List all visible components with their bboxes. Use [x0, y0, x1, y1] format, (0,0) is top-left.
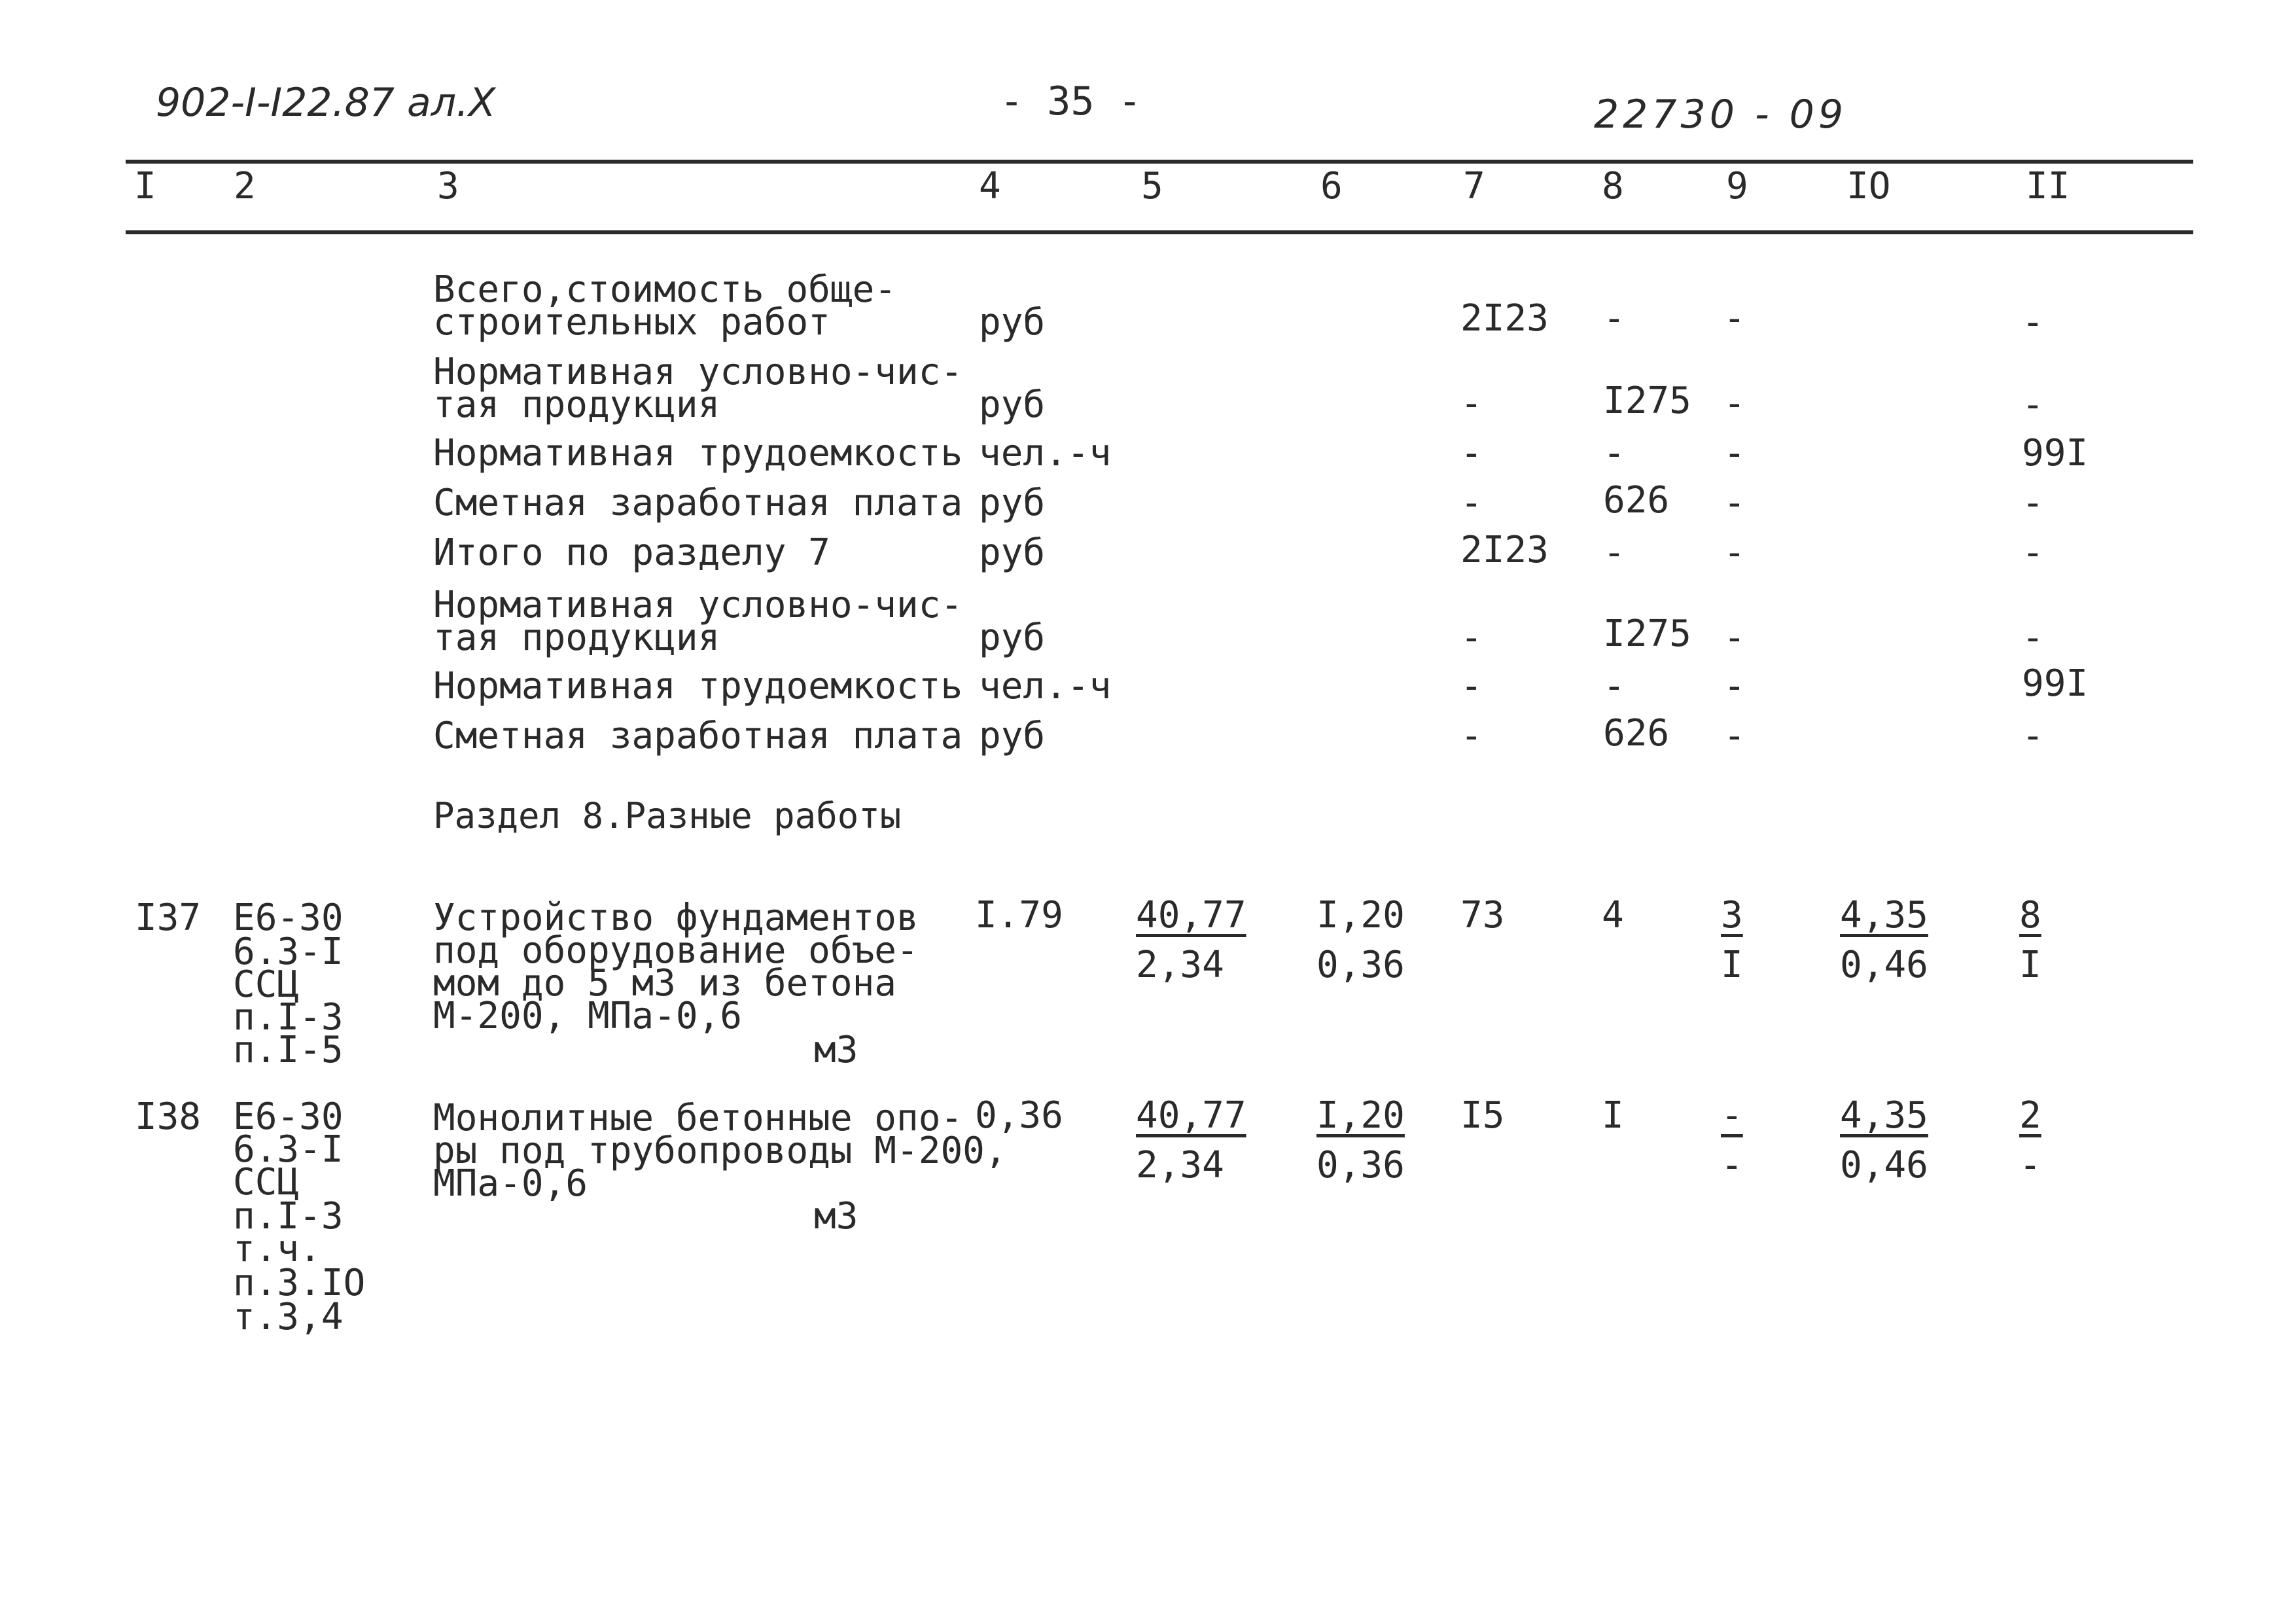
column-header: IO	[1846, 165, 1891, 207]
summary-name: Нормативная условно-чис-	[433, 351, 963, 393]
table-header-rule	[126, 230, 2193, 234]
summary-name: Сметная заработная плата	[433, 715, 963, 757]
item-col11-top: 8	[2019, 894, 2041, 936]
item-unit: м3	[814, 1195, 858, 1238]
summary-name: Сметная заработная плата	[433, 482, 963, 524]
item-code: п.I-3	[233, 996, 344, 1039]
summary-col11: -	[2022, 301, 2044, 344]
summary-name: Нормативная трудоемкость	[433, 432, 963, 474]
item-col6-top: I,20	[1316, 1094, 1405, 1137]
summary-name: Нормативная условно-чис-	[433, 584, 963, 626]
summary-col11: -	[2022, 715, 2044, 757]
column-header: 8	[1602, 165, 1624, 207]
item-code: т.ч.	[233, 1228, 321, 1270]
summary-col7: -	[1460, 482, 1483, 524]
item-col10-top: 4,35	[1840, 894, 1928, 936]
item-col5-top: 40,77	[1136, 1094, 1246, 1137]
column-header: I	[134, 165, 156, 207]
item-col8: 4	[1602, 894, 1624, 936]
summary-name: Нормативная трудоемкость	[433, 665, 963, 707]
summary-col7: -	[1460, 382, 1483, 425]
summary-col8: I275	[1603, 613, 1691, 655]
column-header: 7	[1463, 165, 1485, 207]
item-col7: 73	[1460, 894, 1505, 936]
item-col11-bottom: -	[2019, 1144, 2041, 1186]
column-header: 6	[1320, 165, 1343, 207]
item-description: МПа-0,6	[433, 1162, 588, 1205]
item-unit: м3	[814, 1029, 858, 1071]
summary-col9: -	[1723, 616, 1746, 659]
page-number: - 35 -	[1000, 79, 1142, 124]
summary-col11: 99I	[2022, 662, 2089, 705]
item-col10-bottom: 0,46	[1840, 944, 1928, 986]
item-col9-top: -	[1721, 1094, 1743, 1137]
item-number: I37	[135, 897, 202, 939]
summary-col11: -	[2022, 616, 2044, 659]
summary-col9: -	[1723, 297, 1746, 340]
item-col6-bottom: 0,36	[1316, 1144, 1405, 1186]
summary-col7: 2I23	[1460, 529, 1549, 571]
item-description: Монолитные бетонные опо-	[433, 1097, 963, 1139]
summary-name: строительных работ	[433, 301, 830, 344]
column-header: 9	[1726, 165, 1748, 207]
column-header: II	[2026, 165, 2070, 207]
item-quantity: I.79	[975, 894, 1063, 936]
column-header: 4	[979, 165, 1001, 207]
summary-unit: чел.-ч	[979, 432, 1112, 474]
item-col5-top: 40,77	[1136, 894, 1246, 936]
item-code: ССЦ	[233, 963, 300, 1006]
item-code: 6.3-I	[233, 931, 344, 973]
summary-col11: -	[2022, 383, 2044, 426]
item-col9-top: 3	[1721, 894, 1743, 936]
item-code: E6-30	[233, 1096, 344, 1138]
item-code: п.I-5	[233, 1029, 344, 1071]
summary-unit: руб	[979, 482, 1046, 524]
summary-col7: -	[1460, 616, 1483, 659]
summary-name: Итого по разделу 7	[433, 531, 830, 574]
summary-col9: -	[1723, 665, 1746, 707]
summary-col11: -	[2022, 531, 2044, 574]
item-col11-bottom: I	[2019, 944, 2041, 986]
item-col7: I5	[1460, 1094, 1505, 1137]
summary-col9: -	[1723, 382, 1746, 425]
summary-unit: руб	[979, 531, 1046, 574]
item-col9-bottom: -	[1721, 1144, 1743, 1186]
summary-col7: -	[1460, 432, 1483, 474]
summary-col8: 626	[1603, 712, 1670, 755]
column-header: 2	[234, 165, 256, 207]
item-col10-bottom: 0,46	[1840, 1144, 1928, 1186]
item-col5-bottom: 2,34	[1136, 1144, 1224, 1186]
summary-col8: -	[1603, 432, 1625, 474]
document-code: 902-I-I22.87 ал.X	[156, 80, 496, 126]
summary-unit: руб	[979, 715, 1046, 757]
item-col8: I	[1602, 1094, 1624, 1137]
column-header: 5	[1141, 165, 1163, 207]
item-code: E6-30	[233, 897, 344, 939]
item-col11-top: 2	[2019, 1094, 2041, 1137]
summary-col7: -	[1460, 665, 1483, 707]
summary-col8: -	[1603, 665, 1625, 707]
item-quantity: 0,36	[975, 1094, 1063, 1137]
item-col10-top: 4,35	[1840, 1094, 1928, 1137]
summary-col8: I275	[1603, 380, 1691, 422]
summary-col7: 2I23	[1460, 297, 1549, 340]
item-number: I38	[135, 1096, 202, 1138]
item-code: п.I-3	[233, 1195, 344, 1238]
item-code: ССЦ	[233, 1161, 300, 1204]
item-code: п.3.IO	[233, 1262, 366, 1304]
item-description: М-200, МПа-0,6	[433, 995, 743, 1037]
summary-col11: 99I	[2022, 432, 2089, 474]
summary-unit: чел.-ч	[979, 665, 1112, 707]
document-number: 22730 - 09	[1594, 92, 1848, 137]
summary-name: Всего,стоимость обще-	[433, 268, 897, 311]
summary-col9: -	[1723, 482, 1746, 524]
item-description: мом до 5 м3 из бетона	[433, 962, 897, 1005]
item-col6-top: I,20	[1316, 894, 1405, 936]
summary-unit: руб	[979, 383, 1046, 426]
item-description: ры под трубопроводы М-200,	[433, 1130, 1007, 1172]
summary-name: тая продукция	[433, 616, 720, 659]
summary-col9: -	[1723, 432, 1746, 474]
summary-col8: -	[1603, 531, 1625, 574]
section-title: Раздел 8.Разные работы	[433, 795, 902, 836]
summary-unit: руб	[979, 616, 1046, 659]
summary-unit: руб	[979, 301, 1046, 344]
item-code: т.3,4	[233, 1296, 344, 1338]
summary-col9: -	[1723, 715, 1746, 757]
item-code: 6.3-I	[233, 1128, 344, 1171]
summary-col9: -	[1723, 531, 1746, 574]
item-col6-bottom: 0,36	[1316, 944, 1405, 986]
summary-col8: -	[1603, 297, 1625, 340]
item-col9-bottom: I	[1721, 944, 1743, 986]
summary-col7: -	[1460, 715, 1483, 757]
item-col5-bottom: 2,34	[1136, 944, 1224, 986]
item-description: Устройство фундаментов	[433, 897, 919, 939]
table-top-rule	[126, 160, 2193, 164]
column-header: 3	[437, 165, 459, 207]
summary-col11: -	[2022, 482, 2044, 524]
summary-name: тая продукция	[433, 383, 720, 426]
summary-col8: 626	[1603, 479, 1670, 522]
item-description: под оборудование объе-	[433, 929, 919, 972]
